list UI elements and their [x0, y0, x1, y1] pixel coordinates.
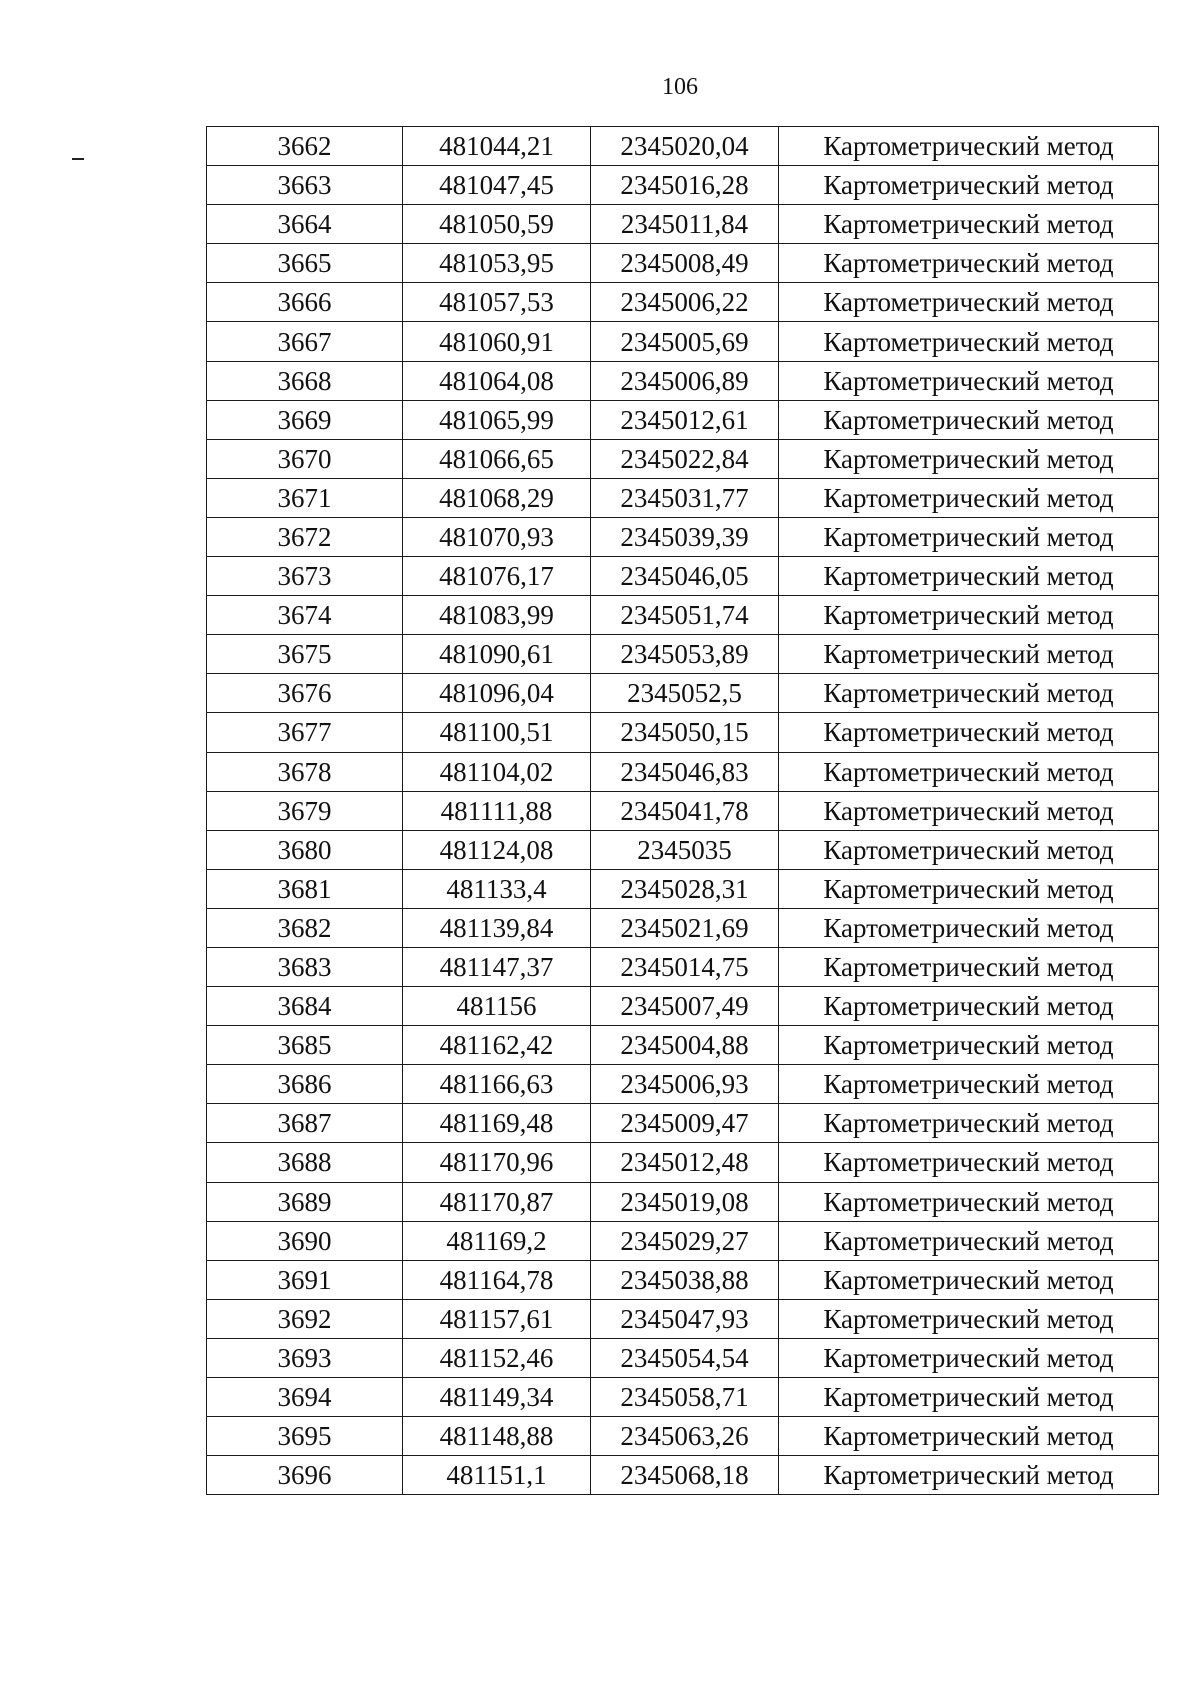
table-row: [207, 400, 1159, 439]
method-cell: Картометрический метод: [779, 1065, 1159, 1104]
method-cell: Картометрический метод: [779, 1378, 1159, 1417]
table-row: [207, 1065, 1159, 1104]
method-cell: Картометрический метод: [779, 674, 1159, 713]
point-number-cell: 3689: [207, 1182, 403, 1221]
point-number-cell: 3696: [207, 1456, 403, 1495]
table-row: [207, 1456, 1159, 1495]
point-number-cell: 3664: [207, 205, 403, 244]
method-cell: Картометрический метод: [779, 635, 1159, 674]
y-coordinate-cell: 2345006,22: [591, 283, 779, 322]
point-number-cell: 3665: [207, 244, 403, 283]
y-coordinate-cell: 2345029,27: [591, 1221, 779, 1260]
table-row: [207, 127, 1159, 166]
table-row: [207, 947, 1159, 986]
method-cell: Картометрический метод: [779, 1143, 1159, 1182]
y-coordinate-cell: 2345021,69: [591, 908, 779, 947]
x-coordinate-cell: 481090,61: [403, 635, 591, 674]
x-coordinate-cell: 481124,08: [403, 830, 591, 869]
table-row: [207, 674, 1159, 713]
x-coordinate-cell: 481050,59: [403, 205, 591, 244]
y-coordinate-cell: 2345009,47: [591, 1104, 779, 1143]
table-row: [207, 322, 1159, 361]
method-cell: Картометрический метод: [779, 869, 1159, 908]
x-coordinate-cell: 481169,48: [403, 1104, 591, 1143]
point-number-cell: 3669: [207, 400, 403, 439]
method-cell: Картометрический метод: [779, 517, 1159, 556]
y-coordinate-cell: 2345005,69: [591, 322, 779, 361]
method-cell: Картометрический метод: [779, 557, 1159, 596]
x-coordinate-cell: 481068,29: [403, 478, 591, 517]
x-coordinate-cell: 481149,34: [403, 1378, 591, 1417]
point-number-cell: 3694: [207, 1378, 403, 1417]
point-number-cell: 3671: [207, 478, 403, 517]
point-number-cell: 3680: [207, 830, 403, 869]
point-number-cell: 3688: [207, 1143, 403, 1182]
table-row: [207, 244, 1159, 283]
point-number-cell: 3677: [207, 713, 403, 752]
y-coordinate-cell: 2345068,18: [591, 1456, 779, 1495]
method-cell: Картометрический метод: [779, 947, 1159, 986]
table-row: [207, 361, 1159, 400]
coordinates-table: [206, 126, 1159, 1495]
x-coordinate-cell: 481139,84: [403, 908, 591, 947]
table-row: [207, 1104, 1159, 1143]
point-number-cell: 3670: [207, 439, 403, 478]
coordinates-table-body: [207, 127, 1159, 1495]
table-row: [207, 283, 1159, 322]
y-coordinate-cell: 2345004,88: [591, 1026, 779, 1065]
point-number-cell: 3685: [207, 1026, 403, 1065]
point-number-cell: 3668: [207, 361, 403, 400]
x-coordinate-cell: 481164,78: [403, 1260, 591, 1299]
point-number-cell: 3682: [207, 908, 403, 947]
table-row: [207, 791, 1159, 830]
x-coordinate-cell: 481169,2: [403, 1221, 591, 1260]
method-cell: Картометрический метод: [779, 1260, 1159, 1299]
table-row: [207, 478, 1159, 517]
x-coordinate-cell: 481170,87: [403, 1182, 591, 1221]
point-number-cell: 3675: [207, 635, 403, 674]
x-coordinate-cell: 481065,99: [403, 400, 591, 439]
x-coordinate-cell: 481076,17: [403, 557, 591, 596]
point-number-cell: 3693: [207, 1338, 403, 1377]
method-cell: Картометрический метод: [779, 791, 1159, 830]
method-cell: Картометрический метод: [779, 713, 1159, 752]
table-row: [207, 1026, 1159, 1065]
y-coordinate-cell: 2345008,49: [591, 244, 779, 283]
table-row: [207, 908, 1159, 947]
method-cell: Картометрический метод: [779, 166, 1159, 205]
y-coordinate-cell: 2345007,49: [591, 987, 779, 1026]
point-number-cell: 3683: [207, 947, 403, 986]
y-coordinate-cell: 2345019,08: [591, 1182, 779, 1221]
table-row: [207, 517, 1159, 556]
point-number-cell: 3676: [207, 674, 403, 713]
x-coordinate-cell: 481133,4: [403, 869, 591, 908]
x-coordinate-cell: 481148,88: [403, 1417, 591, 1456]
method-cell: Картометрический метод: [779, 1299, 1159, 1338]
method-cell: Картометрический метод: [779, 1182, 1159, 1221]
y-coordinate-cell: 2345058,71: [591, 1378, 779, 1417]
method-cell: Картометрический метод: [779, 361, 1159, 400]
table-row: [207, 557, 1159, 596]
x-coordinate-cell: 481170,96: [403, 1143, 591, 1182]
y-coordinate-cell: 2345012,48: [591, 1143, 779, 1182]
y-coordinate-cell: 2345006,89: [591, 361, 779, 400]
y-coordinate-cell: 2345050,15: [591, 713, 779, 752]
table-row: [207, 635, 1159, 674]
point-number-cell: 3678: [207, 752, 403, 791]
y-coordinate-cell: 2345046,83: [591, 752, 779, 791]
table-row: [207, 596, 1159, 635]
table-row: [207, 713, 1159, 752]
point-number-cell: 3666: [207, 283, 403, 322]
table-row: [207, 1182, 1159, 1221]
x-coordinate-cell: 481096,04: [403, 674, 591, 713]
table-row: [207, 1143, 1159, 1182]
method-cell: Картометрический метод: [779, 244, 1159, 283]
y-coordinate-cell: 2345016,28: [591, 166, 779, 205]
y-coordinate-cell: 2345039,39: [591, 517, 779, 556]
point-number-cell: 3673: [207, 557, 403, 596]
y-coordinate-cell: 2345047,93: [591, 1299, 779, 1338]
point-number-cell: 3686: [207, 1065, 403, 1104]
y-coordinate-cell: 2345011,84: [591, 205, 779, 244]
table-row: [207, 1299, 1159, 1338]
x-coordinate-cell: 481152,46: [403, 1338, 591, 1377]
y-coordinate-cell: 2345020,04: [591, 127, 779, 166]
x-coordinate-cell: 481100,51: [403, 713, 591, 752]
y-coordinate-cell: 2345041,78: [591, 791, 779, 830]
y-coordinate-cell: 2345038,88: [591, 1260, 779, 1299]
method-cell: Картометрический метод: [779, 478, 1159, 517]
y-coordinate-cell: 2345063,26: [591, 1417, 779, 1456]
method-cell: Картометрический метод: [779, 322, 1159, 361]
y-coordinate-cell: 2345051,74: [591, 596, 779, 635]
table-row: [207, 166, 1159, 205]
table-row: [207, 752, 1159, 791]
x-coordinate-cell: 481151,1: [403, 1456, 591, 1495]
point-number-cell: 3667: [207, 322, 403, 361]
page-number: 106: [662, 74, 698, 100]
table-row: [207, 869, 1159, 908]
x-coordinate-cell: 481147,37: [403, 947, 591, 986]
point-number-cell: 3672: [207, 517, 403, 556]
x-coordinate-cell: 481157,61: [403, 1299, 591, 1338]
y-coordinate-cell: 2345053,89: [591, 635, 779, 674]
y-coordinate-cell: 2345054,54: [591, 1338, 779, 1377]
point-number-cell: 3695: [207, 1417, 403, 1456]
y-coordinate-cell: 2345046,05: [591, 557, 779, 596]
x-coordinate-cell: 481104,02: [403, 752, 591, 791]
x-coordinate-cell: 481064,08: [403, 361, 591, 400]
x-coordinate-cell: 481044,21: [403, 127, 591, 166]
x-coordinate-cell: 481070,93: [403, 517, 591, 556]
table-row: [207, 987, 1159, 1026]
x-coordinate-cell: 481057,53: [403, 283, 591, 322]
table-row: [207, 1338, 1159, 1377]
x-coordinate-cell: 481162,42: [403, 1026, 591, 1065]
point-number-cell: 3681: [207, 869, 403, 908]
table-row: [207, 1378, 1159, 1417]
point-number-cell: 3684: [207, 987, 403, 1026]
point-number-cell: 3687: [207, 1104, 403, 1143]
point-number-cell: 3690: [207, 1221, 403, 1260]
point-number-cell: 3674: [207, 596, 403, 635]
scan-mark: [72, 158, 84, 160]
y-coordinate-cell: 2345031,77: [591, 478, 779, 517]
x-coordinate-cell: 481047,45: [403, 166, 591, 205]
method-cell: Картометрический метод: [779, 1456, 1159, 1495]
y-coordinate-cell: 2345022,84: [591, 439, 779, 478]
method-cell: Картометрический метод: [779, 1026, 1159, 1065]
table-row: [207, 1221, 1159, 1260]
x-coordinate-cell: 481066,65: [403, 439, 591, 478]
y-coordinate-cell: 2345052,5: [591, 674, 779, 713]
method-cell: Картометрический метод: [779, 439, 1159, 478]
y-coordinate-cell: 2345035: [591, 830, 779, 869]
x-coordinate-cell: 481166,63: [403, 1065, 591, 1104]
method-cell: Картометрический метод: [779, 1104, 1159, 1143]
point-number-cell: 3663: [207, 166, 403, 205]
table-row: [207, 439, 1159, 478]
method-cell: Картометрический метод: [779, 205, 1159, 244]
method-cell: Картометрический метод: [779, 830, 1159, 869]
table-row: [207, 1260, 1159, 1299]
x-coordinate-cell: 481156: [403, 987, 591, 1026]
method-cell: Картометрический метод: [779, 987, 1159, 1026]
point-number-cell: 3662: [207, 127, 403, 166]
method-cell: Картометрический метод: [779, 1417, 1159, 1456]
x-coordinate-cell: 481053,95: [403, 244, 591, 283]
y-coordinate-cell: 2345012,61: [591, 400, 779, 439]
method-cell: Картометрический метод: [779, 596, 1159, 635]
table-row: [207, 205, 1159, 244]
table-row: [207, 1417, 1159, 1456]
point-number-cell: 3679: [207, 791, 403, 830]
x-coordinate-cell: 481111,88: [403, 791, 591, 830]
x-coordinate-cell: 481083,99: [403, 596, 591, 635]
method-cell: Картометрический метод: [779, 400, 1159, 439]
y-coordinate-cell: 2345006,93: [591, 1065, 779, 1104]
method-cell: Картометрический метод: [779, 908, 1159, 947]
method-cell: Картометрический метод: [779, 283, 1159, 322]
point-number-cell: 3691: [207, 1260, 403, 1299]
y-coordinate-cell: 2345014,75: [591, 947, 779, 986]
x-coordinate-cell: 481060,91: [403, 322, 591, 361]
method-cell: Картометрический метод: [779, 1338, 1159, 1377]
point-number-cell: 3692: [207, 1299, 403, 1338]
method-cell: Картометрический метод: [779, 752, 1159, 791]
table-row: [207, 830, 1159, 869]
method-cell: Картометрический метод: [779, 127, 1159, 166]
method-cell: Картометрический метод: [779, 1221, 1159, 1260]
y-coordinate-cell: 2345028,31: [591, 869, 779, 908]
